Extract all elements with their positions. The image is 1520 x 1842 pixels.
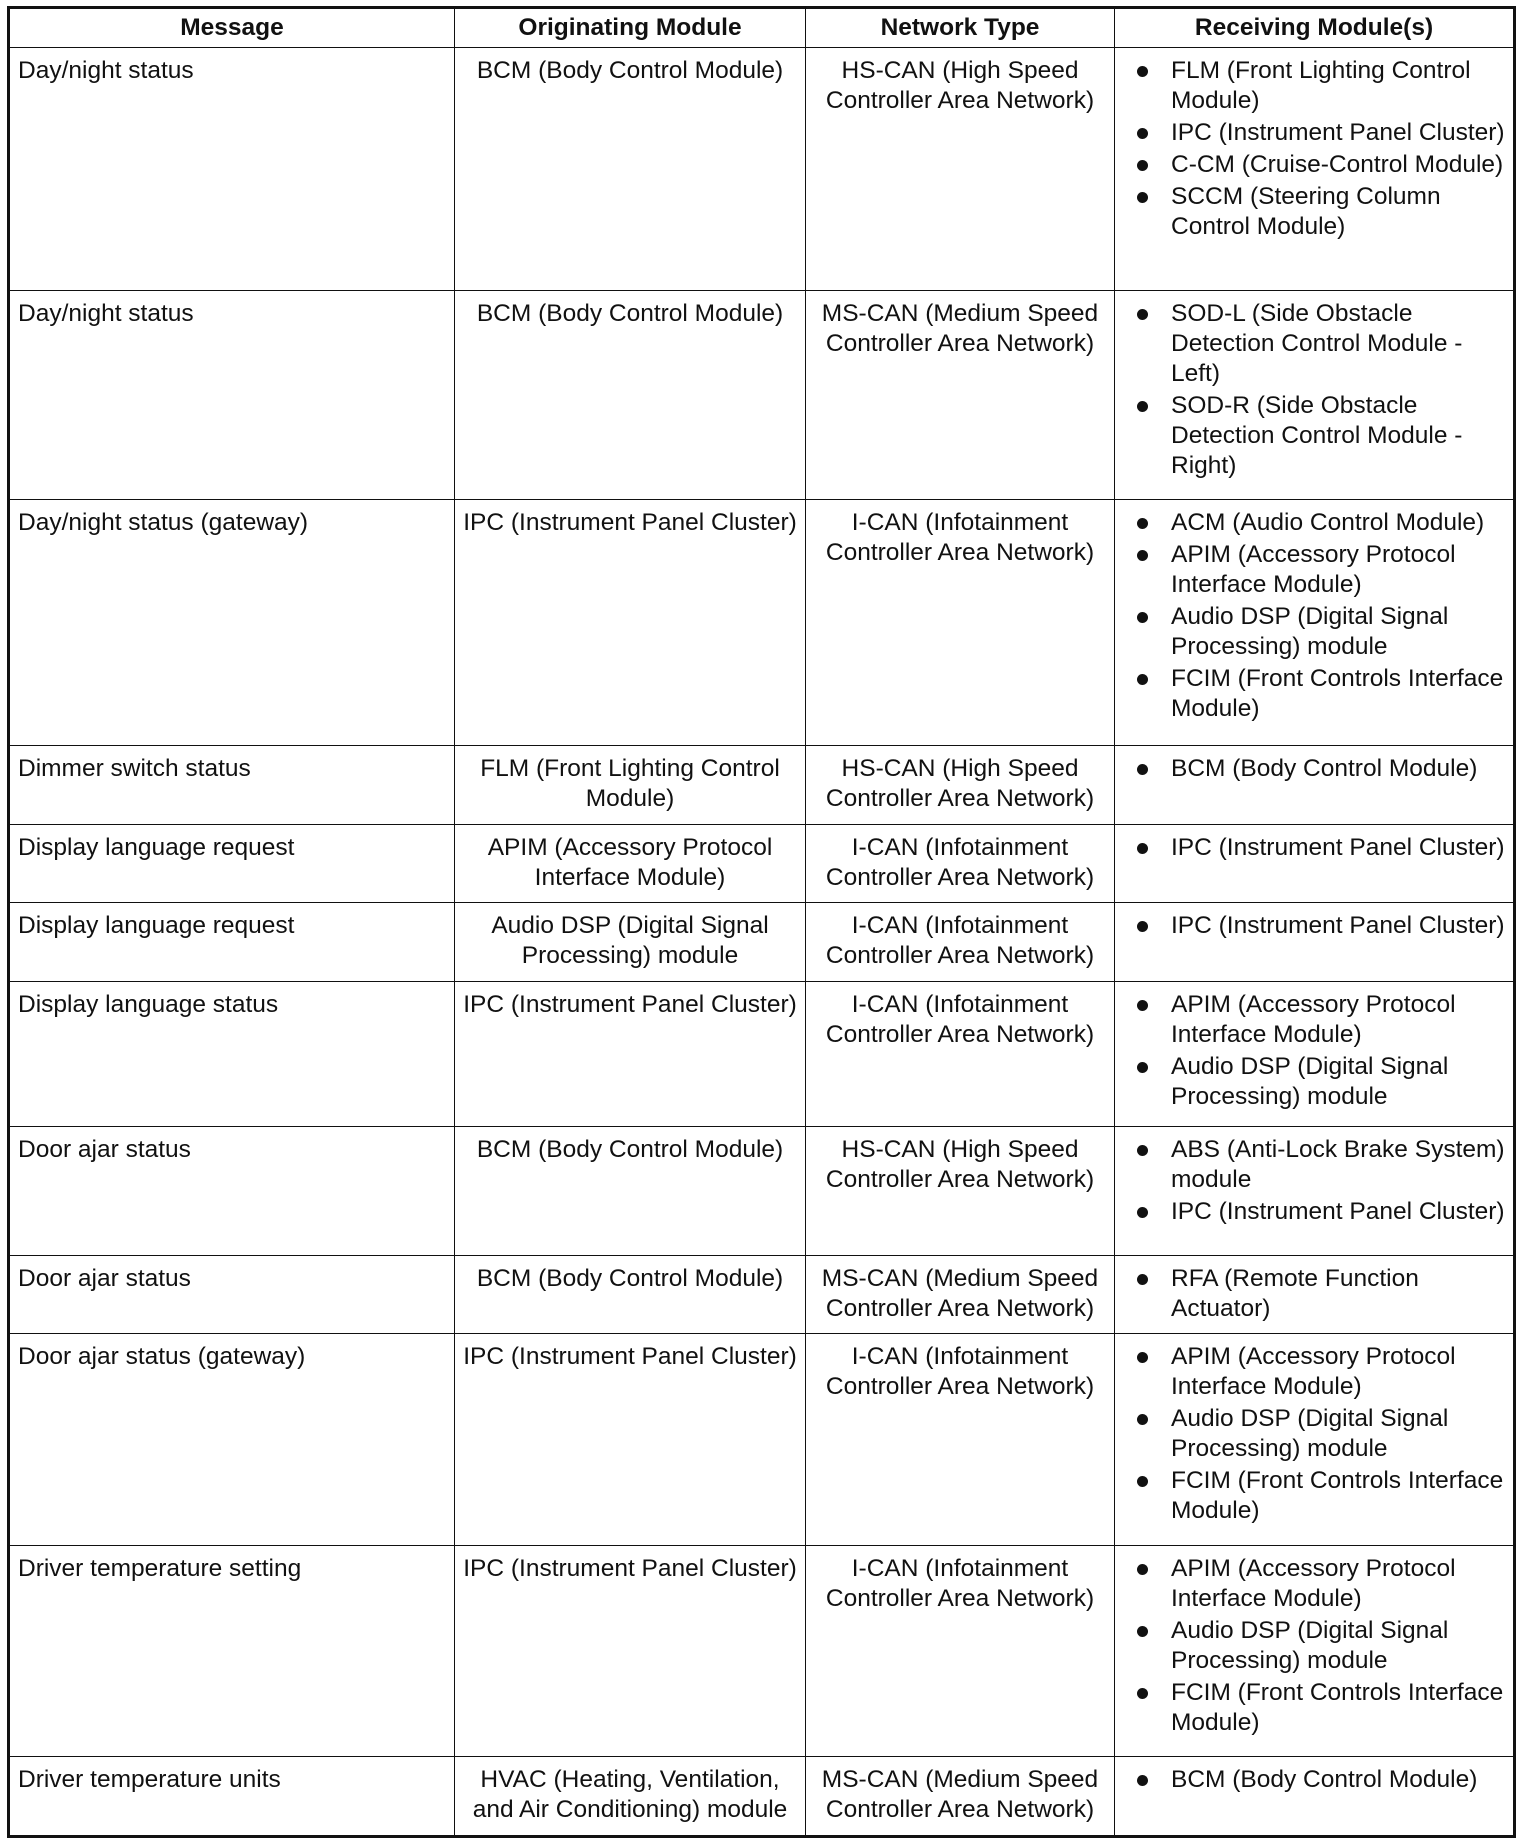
- table-body: [9, 48, 1515, 1837]
- receiving-module-label: IPC (Instrument Panel Cluster): [1171, 912, 1505, 940]
- receiving-module-label: BCM (Body Control Module): [1171, 755, 1478, 783]
- originating-module-cell: IPC (Instrument Panel Cluster): [455, 500, 806, 746]
- network-type-cell: HS-CAN (High Speed Controller Area Network): [806, 746, 1115, 824]
- receiving-module-label: Audio DSP (Digital Signal Processing) module: [1171, 1405, 1449, 1463]
- originating-module-cell: Audio DSP (Digital Signal Processing) module: [455, 903, 806, 981]
- network-type-cell: MS-CAN (Medium Speed Controller Area Network): [806, 1757, 1115, 1837]
- table-row: [9, 824, 1515, 902]
- network-type-cell: HS-CAN (High Speed Controller Area Network): [806, 1126, 1115, 1255]
- message-cell: Display language request: [9, 824, 455, 902]
- originating-module-cell: HVAC (Heating, Ventilation, and Air Conditioning) module: [455, 1757, 806, 1837]
- receiving-module-label: ABS (Anti-Lock Brake System) module: [1171, 1135, 1505, 1193]
- originating-module-cell: FLM (Front Lighting Control Module): [455, 746, 806, 824]
- receiving-module-label: FCIM (Front Controls Interface Module): [1171, 1678, 1504, 1736]
- receiving-module-label: C-CM (Cruise-Control Module): [1171, 151, 1504, 178]
- originating-module-cell: BCM (Body Control Module): [455, 1255, 806, 1333]
- bullet-icon: [1137, 1476, 1148, 1487]
- network-type-cell: I-CAN (Infotainment Controller Area Network): [806, 1545, 1115, 1757]
- receiving-module-label: APIM (Accessory Protocol Interface Module): [1171, 541, 1456, 599]
- receiving-modules-cell: [1115, 824, 1515, 902]
- list-item: [1123, 508, 1505, 538]
- receiving-modules-cell: [1115, 903, 1515, 981]
- message-cell: Day/night status (gateway): [9, 500, 455, 746]
- bullet-icon: [1137, 66, 1148, 77]
- network-type-cell: I-CAN (Infotainment Controller Area Network): [806, 1334, 1115, 1546]
- message-cell: Display language status: [9, 981, 455, 1126]
- bullet-icon: [1137, 1274, 1148, 1285]
- bullet-icon: [1137, 518, 1148, 529]
- receiving-module-label: Audio DSP (Digital Signal Processing) module: [1171, 603, 1449, 661]
- originating-module-cell: BCM (Body Control Module): [455, 48, 806, 291]
- list-item: [1123, 1052, 1505, 1112]
- list-item: [1123, 911, 1505, 941]
- table-row: [9, 1545, 1515, 1757]
- list-item: [1123, 602, 1505, 662]
- bullet-icon: [1137, 1000, 1148, 1011]
- header-network-type: Network Type: [806, 8, 1115, 48]
- network-type-cell: HS-CAN (High Speed Controller Area Network): [806, 48, 1115, 291]
- bullet-icon: [1137, 764, 1148, 775]
- receiving-module-label: SOD-R (Side Obstacle Detection Control Module - Right): [1171, 391, 1463, 479]
- receiving-modules-list: [1123, 1342, 1505, 1526]
- table-row: [9, 1126, 1515, 1255]
- bullet-icon: [1137, 843, 1148, 854]
- network-type-cell: MS-CAN (Medium Speed Controller Area Network): [806, 1255, 1115, 1333]
- bullet-icon: [1137, 128, 1148, 139]
- list-item: [1123, 1342, 1505, 1402]
- bullet-icon: [1137, 1564, 1148, 1575]
- bullet-icon: [1137, 401, 1148, 412]
- receiving-modules-cell: [1115, 1255, 1515, 1333]
- list-item: [1123, 56, 1505, 116]
- receiving-modules-list: [1123, 1554, 1505, 1738]
- list-item: [1123, 664, 1505, 724]
- list-item: [1123, 754, 1505, 784]
- message-cell: Day/night status: [9, 290, 455, 500]
- receiving-module-label: Audio DSP (Digital Signal Processing) module: [1171, 1052, 1449, 1110]
- originating-module-cell: IPC (Instrument Panel Cluster): [455, 981, 806, 1126]
- receiving-module-label: IPC (Instrument Panel Cluster): [1171, 119, 1505, 146]
- receiving-modules-cell: [1115, 290, 1515, 500]
- message-cell: Door ajar status: [9, 1126, 455, 1255]
- list-item: [1123, 1264, 1505, 1324]
- list-item: [1123, 1466, 1505, 1526]
- list-item: [1123, 118, 1505, 148]
- network-type-cell: I-CAN (Infotainment Controller Area Network): [806, 903, 1115, 981]
- bullet-icon: [1137, 1145, 1148, 1156]
- header-originating-module: Originating Module: [455, 8, 806, 48]
- bullet-icon: [1137, 1775, 1148, 1786]
- receiving-module-label: Audio DSP (Digital Signal Processing) module: [1171, 1616, 1449, 1674]
- bullet-icon: [1137, 1688, 1148, 1699]
- receiving-modules-list: [1123, 1135, 1505, 1227]
- list-item: [1123, 182, 1505, 242]
- network-type-cell: I-CAN (Infotainment Controller Area Network): [806, 500, 1115, 746]
- receiving-module-label: BCM (Body Control Module): [1171, 1766, 1478, 1794]
- bullet-icon: [1137, 192, 1148, 203]
- receiving-module-label: FCIM (Front Controls Interface Module): [1171, 665, 1504, 723]
- list-item: [1123, 1554, 1505, 1614]
- list-item: [1123, 540, 1505, 600]
- receiving-modules-list: [1123, 508, 1505, 724]
- table-row: [9, 1334, 1515, 1546]
- list-item: [1123, 1404, 1505, 1464]
- table-row: [9, 290, 1515, 500]
- bullet-icon: [1137, 160, 1148, 171]
- header-row: [9, 8, 1515, 48]
- receiving-modules-list: [1123, 990, 1505, 1112]
- table-row: [9, 1757, 1515, 1837]
- receiving-modules-list: [1123, 299, 1505, 481]
- list-item: [1123, 990, 1505, 1050]
- bullet-icon: [1137, 921, 1148, 932]
- receiving-modules-list: [1123, 56, 1505, 242]
- bullet-icon: [1137, 1352, 1148, 1363]
- message-cell: Driver temperature setting: [9, 1545, 455, 1757]
- list-item: [1123, 1616, 1505, 1676]
- receiving-module-label: ACM (Audio Control Module): [1171, 509, 1485, 537]
- receiving-modules-cell: [1115, 746, 1515, 824]
- receiving-modules-cell: [1115, 1545, 1515, 1757]
- receiving-module-label: FCIM (Front Controls Interface Module): [1171, 1467, 1504, 1525]
- table-row: [9, 48, 1515, 291]
- receiving-modules-list: [1123, 833, 1505, 863]
- receiving-modules-cell: [1115, 500, 1515, 746]
- originating-module-cell: APIM (Accessory Protocol Interface Module): [455, 824, 806, 902]
- message-cell: Driver temperature units: [9, 1757, 455, 1837]
- network-type-cell: MS-CAN (Medium Speed Controller Area Network): [806, 290, 1115, 500]
- receiving-modules-list: [1123, 911, 1505, 941]
- message-cell: Dimmer switch status: [9, 746, 455, 824]
- list-item: [1123, 150, 1505, 180]
- bullet-icon: [1137, 1626, 1148, 1637]
- table-row: [9, 981, 1515, 1126]
- list-item: [1123, 1765, 1505, 1795]
- message-cell: Display language request: [9, 903, 455, 981]
- list-item: [1123, 1197, 1505, 1227]
- originating-module-cell: BCM (Body Control Module): [455, 290, 806, 500]
- table-row: [9, 746, 1515, 824]
- originating-module-cell: BCM (Body Control Module): [455, 1126, 806, 1255]
- list-item: [1123, 1678, 1505, 1738]
- originating-module-cell: IPC (Instrument Panel Cluster): [455, 1334, 806, 1546]
- originating-module-cell: IPC (Instrument Panel Cluster): [455, 1545, 806, 1757]
- header-receiving-modules: Receiving Module(s): [1115, 8, 1515, 48]
- list-item: [1123, 1135, 1505, 1195]
- table-row: [9, 500, 1515, 746]
- receiving-module-label: IPC (Instrument Panel Cluster): [1171, 833, 1505, 861]
- receiving-module-label: IPC (Instrument Panel Cluster): [1171, 1197, 1505, 1225]
- bullet-icon: [1137, 550, 1148, 561]
- table-row: [9, 903, 1515, 981]
- receiving-modules-cell: [1115, 1126, 1515, 1255]
- list-item: [1123, 833, 1505, 863]
- receiving-modules-list: [1123, 1765, 1505, 1795]
- bullet-icon: [1137, 309, 1148, 320]
- list-item: [1123, 299, 1505, 389]
- message-table: [7, 6, 1516, 1838]
- message-cell: Door ajar status: [9, 1255, 455, 1333]
- bullet-icon: [1137, 1207, 1148, 1218]
- header-message: Message: [9, 8, 455, 48]
- receiving-module-label: APIM (Accessory Protocol Interface Module): [1171, 1343, 1456, 1401]
- message-cell: Door ajar status (gateway): [9, 1334, 455, 1546]
- table-row: [9, 1255, 1515, 1333]
- bullet-icon: [1137, 1414, 1148, 1425]
- message-cell: Day/night status: [9, 48, 455, 291]
- receiving-modules-list: [1123, 1264, 1505, 1324]
- receiving-modules-cell: [1115, 1334, 1515, 1546]
- network-type-cell: I-CAN (Infotainment Controller Area Network): [806, 824, 1115, 902]
- receiving-module-label: RFA (Remote Function Actuator): [1171, 1264, 1419, 1322]
- bullet-icon: [1137, 674, 1148, 685]
- receiving-modules-cell: [1115, 1757, 1515, 1837]
- receiving-module-label: APIM (Accessory Protocol Interface Module): [1171, 990, 1456, 1048]
- receiving-module-label: APIM (Accessory Protocol Interface Module): [1171, 1554, 1456, 1612]
- receiving-modules-cell: [1115, 48, 1515, 291]
- receiving-module-label: SOD-L (Side Obstacle Detection Control Module - Left): [1171, 299, 1463, 387]
- receiving-module-label: FLM (Front Lighting Control Module): [1171, 57, 1471, 114]
- bullet-icon: [1137, 1062, 1148, 1073]
- receiving-modules-cell: [1115, 981, 1515, 1126]
- bullet-icon: [1137, 612, 1148, 623]
- receiving-module-label: SCCM (Steering Column Control Module): [1171, 183, 1441, 240]
- network-type-cell: I-CAN (Infotainment Controller Area Network): [806, 981, 1115, 1126]
- list-item: [1123, 391, 1505, 481]
- receiving-modules-list: [1123, 754, 1505, 784]
